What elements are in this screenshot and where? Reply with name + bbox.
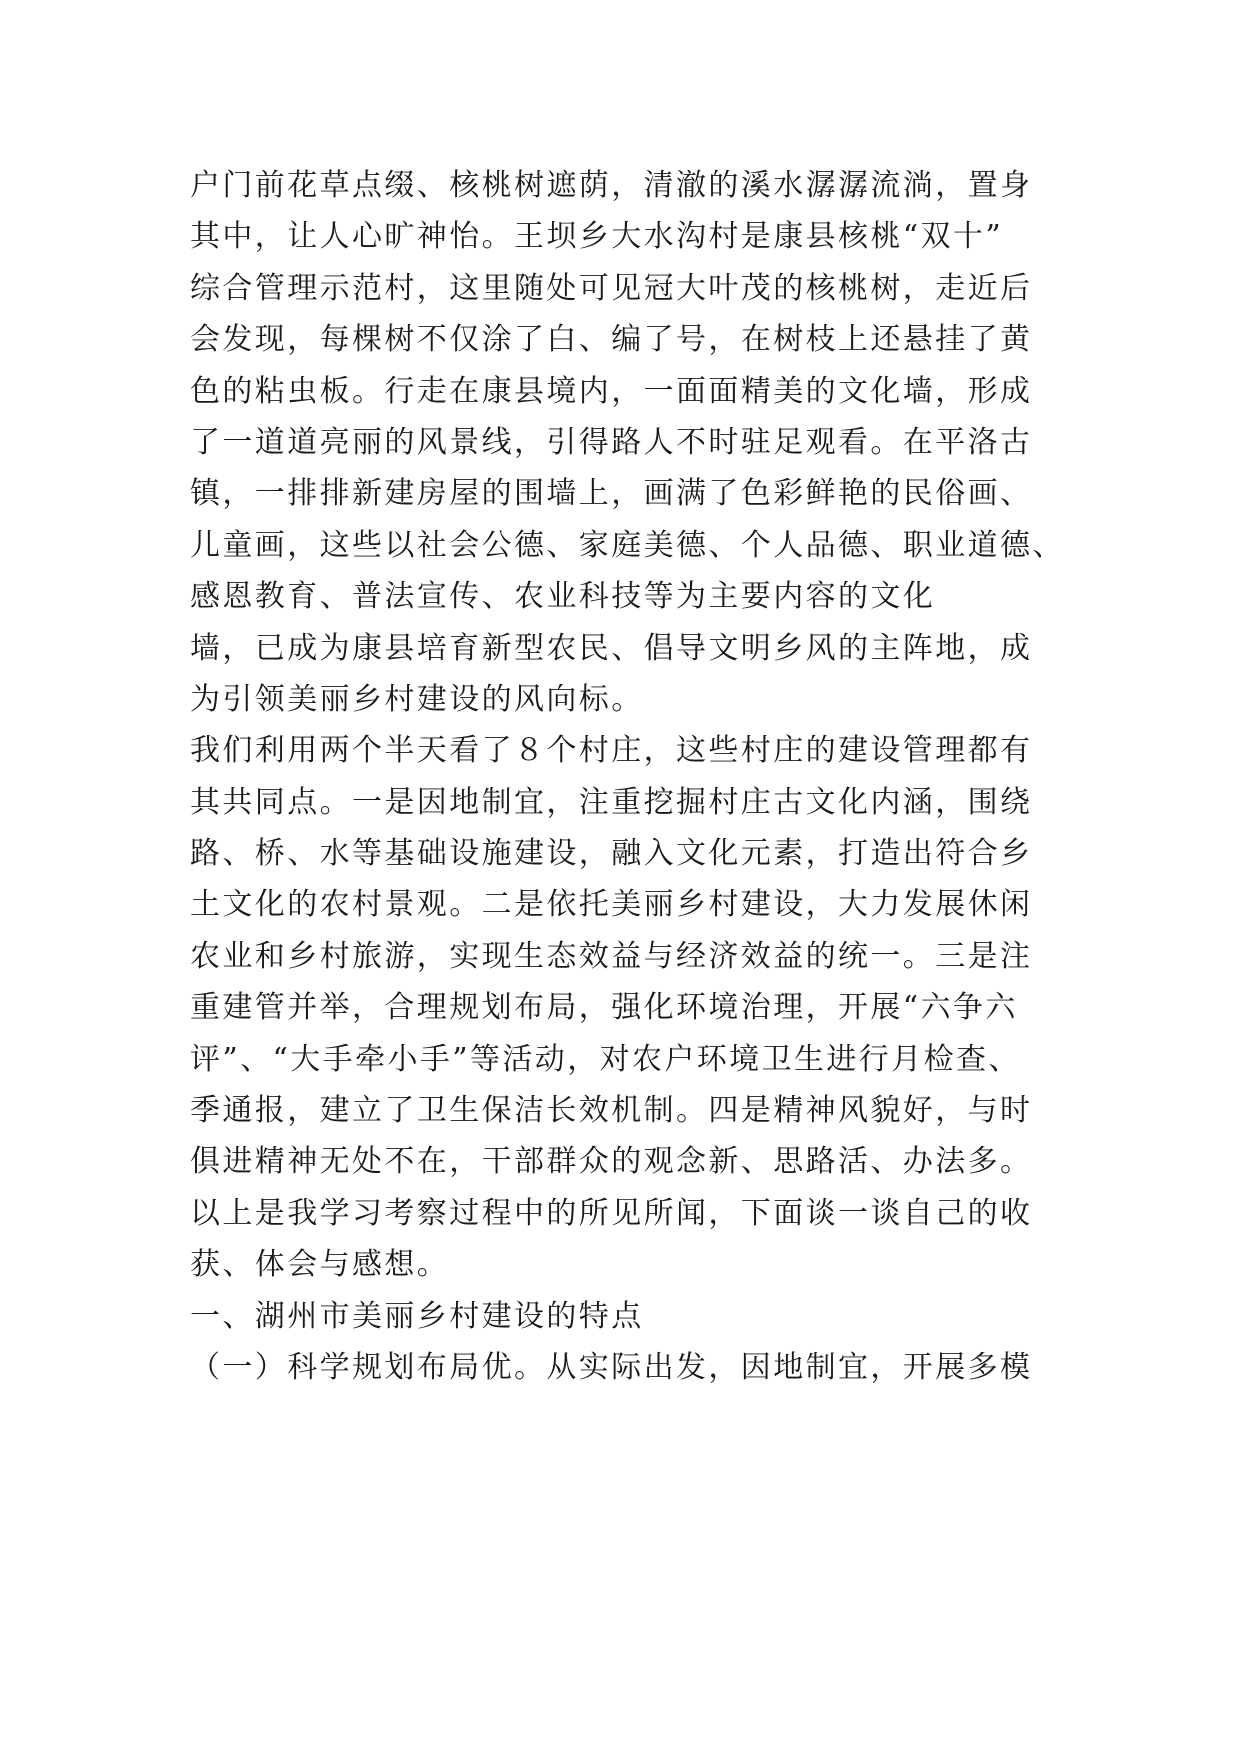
text-line-11: 为引领美丽乡村建设的风向标。 [190, 681, 644, 717]
text-line-2: 其中，让人心旷神怡。王坝乡大水沟村是康县核桃“双十” [190, 219, 1004, 255]
text-line-8: 儿童画，这些以社会公德、家庭美德、个人品德、职业道德、 [190, 527, 1065, 563]
text-line-16: 农业和乡村旅游，实现生态效益与经济效益的统一。三是注 [190, 938, 1033, 974]
subsection-line: （一）科学规划布局优。从实际出发，因地制宜，开展多模 [190, 1349, 1033, 1385]
text-line-10: 墙，已成为康县培育新型农民、倡导文明乡风的主阵地，成 [190, 630, 1033, 666]
text-line-9: 感恩教育、普法宣传、农业科技等为主要内容的文化 [190, 579, 936, 615]
section-heading: 一、湖州市美丽乡村建设的特点 [190, 1298, 644, 1334]
text-line-4: 会发现，每棵树不仅涂了白、编了号，在树枝上还悬挂了黄 [190, 322, 1033, 358]
text-line-15: 土文化的农村景观。二是依托美丽乡村建设，大力发展休闲 [190, 887, 1033, 923]
text-line-19: 季通报，建立了卫生保洁长效机制。四是精神风貌好，与时 [190, 1093, 1033, 1129]
text-line-13: 其共同点。一是因地制宜，注重挖掘村庄古文化内涵，围绕 [190, 784, 1033, 820]
text-line-17: 重建管并举，合理规划布局，强化环境治理，开展“六争六 [190, 990, 1018, 1026]
body-text [190, 160, 1070, 1393]
text-line-7: 镇，一排排新建房屋的围墙上，画满了色彩鲜艳的民俗画、 [190, 476, 1033, 512]
text-line-1: 户门前花草点缀、核桃树遮荫，清澈的溪水潺潺流淌，置身 [190, 168, 1033, 203]
text-line-20: 俱进精神无处不在，干部群众的观念新、思路活、办法多。 [190, 1144, 1033, 1180]
text-line-5: 色的粘虫板。行走在康县境内，一面面精美的文化墙，形成 [190, 373, 1033, 409]
text-line-21: 以上是我学习考察过程中的所见所闻，下面谈一谈自己的收 [190, 1195, 1033, 1231]
text-line-22: 获、体会与感想。 [190, 1247, 450, 1283]
text-line-12: 我们利用两个半天看了８个村庄，这些村庄的建设管理都有 [190, 733, 1033, 769]
text-line-3: 综合管理示范村，这里随处可见冠大叶茂的核桃树，走近后 [190, 270, 1033, 306]
text-line-6: 了一道道亮丽的风景线，引得路人不时驻足观看。在平洛古 [190, 424, 1033, 460]
text-line-18: 评”、“大手牵小手”等活动，对农户环境卫生进行月检查、 [190, 1041, 1021, 1077]
text-line-14: 路、桥、水等基础设施建设，融入文化元素，打造出符合乡 [190, 836, 1033, 872]
